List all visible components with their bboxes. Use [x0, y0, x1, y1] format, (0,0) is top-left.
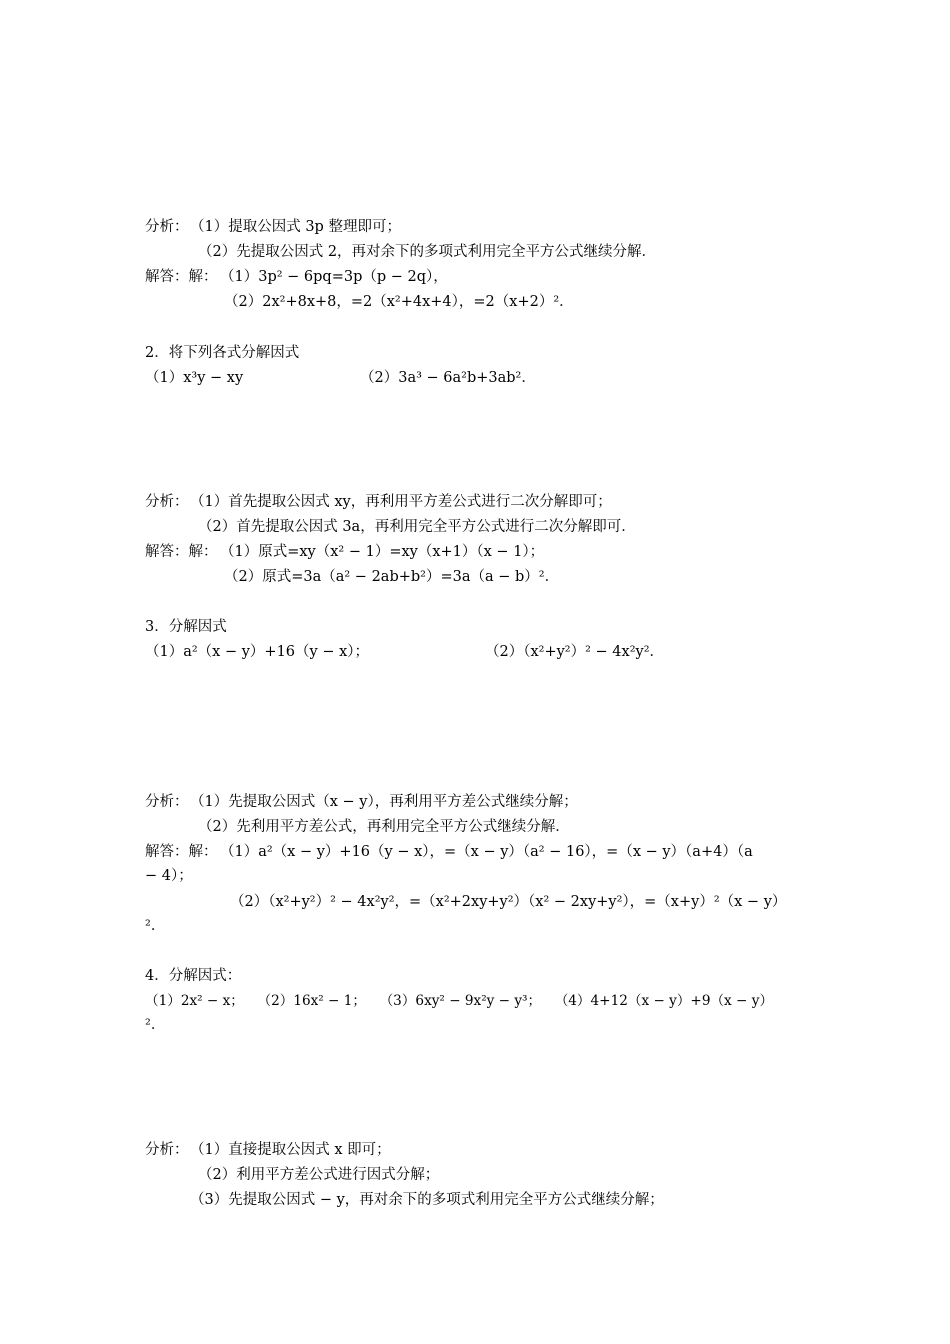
q3-answer-2b: ²． — [145, 918, 166, 934]
q3-analysis-2: （2）先利用平方差公式，再利用完全平方公式继续分解． — [198, 819, 570, 835]
q2-analysis-1: （1）首先提取公因式 xy，再利用平方差公式进行二次分解即可； — [190, 494, 612, 510]
q2-analysis-label: 分析： — [145, 494, 189, 510]
s1-analysis-2: （2）先提取公因式 2，再对余下的多项式利用完全平方公式继续分解． — [198, 244, 657, 260]
s1-answer-label: 解答：解： — [145, 269, 218, 285]
q4-analysis-1: （1）直接提取公因式 x 即可； — [190, 1142, 391, 1158]
q3-answer-2a: （2）（x²+y²）² − 4x²y²，=（x²+2xy+y²）（x² − 2xy+y²），=（x+y）²（x − y） — [230, 894, 787, 910]
q2-answer-2: （2）原式=3a（a² − 2ab+b²）=3a（a − b）²． — [224, 569, 560, 585]
q2-part-1: （1）x³y − xy — [145, 370, 244, 386]
q4-analysis-label: 分析： — [145, 1142, 189, 1158]
q3-analysis-1: （1）先提取公因式（x − y），再利用平方差公式继续分解； — [190, 794, 578, 810]
q4-analysis-2: （2）利用平方差公式进行因式分解； — [198, 1167, 440, 1183]
q3-analysis-label: 分析： — [145, 794, 189, 810]
q3-answer-1a: （1）a²（x − y）+16（y − x），=（x − y）（a² − 16），=（x − y）（a+4）（a — [220, 844, 753, 860]
q3-answer-label: 解答：解： — [145, 844, 218, 860]
q2-analysis-2: （2）首先提取公因式 3a，再利用完全平方公式进行二次分解即可． — [198, 519, 636, 535]
s1-analysis-label: 分析： — [145, 219, 189, 235]
q2-title: 2．将下列各式分解因式 — [145, 345, 300, 361]
q3-title: 3．分解因式 — [145, 619, 227, 635]
q3-answer-1b: − 4）； — [145, 868, 193, 884]
q2-answer-label: 解答：解： — [145, 544, 218, 560]
q4-parts-b: ²． — [145, 1017, 166, 1033]
q4-title: 4．分解因式： — [145, 968, 242, 984]
q3-part-1: （1）a²（x − y）+16（y − x）； — [145, 644, 370, 660]
q2-part-2: （2）3a³ − 6a²b+3ab²． — [360, 370, 536, 386]
q3-part-2: （2）（x²+y²）² − 4x²y²． — [485, 644, 665, 660]
s1-analysis-1: （1）提取公因式 3p 整理即可； — [190, 219, 401, 235]
q4-parts-a: （1）2x² − x； （2）16x² − 1； （3）6xy² − 9x²y − y³； （4）4+12（x − y）+9（x − y） — [145, 993, 774, 1009]
q4-analysis-3: （3）先提取公因式 − y，再对余下的多项式利用完全平方公式继续分解； — [190, 1192, 664, 1208]
q2-answer-1: （1）原式=xy（x² − 1）=xy（x+1）（x − 1）； — [220, 544, 545, 560]
s1-answer-1: （1）3p² − 6pq=3p（p − 2q）， — [220, 269, 448, 285]
s1-answer-2: （2）2x²+8x+8，=2（x²+4x+4），=2（x+2）²． — [224, 294, 574, 310]
